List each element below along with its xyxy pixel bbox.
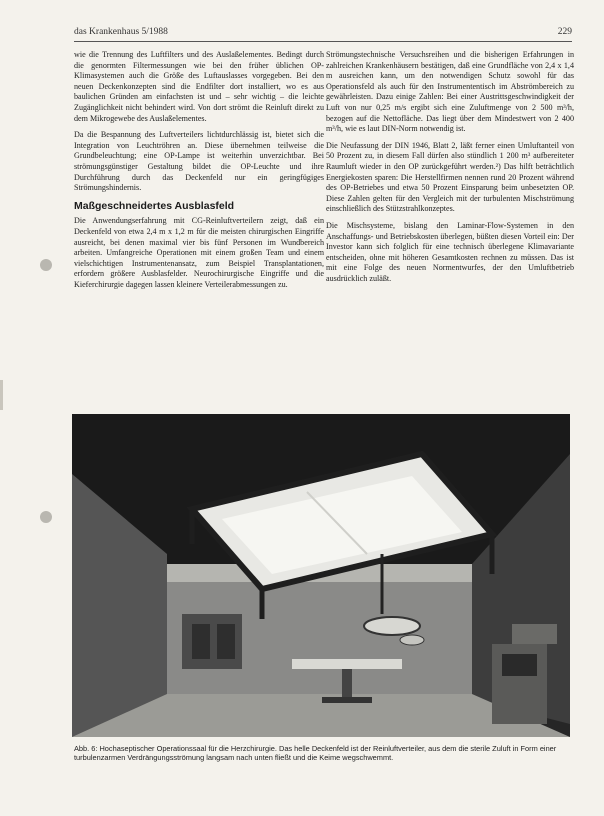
photo-illustration — [72, 414, 570, 737]
paragraph: Da die Bespannung des Luftverteilers lichtdurchlässig ist, bietet sich die Integration von Leuchtröhren an. Diese übernehmen teilweise die Grundbeleuchtung; eine OP-Lampe ist weiterhin unverzichtbar. Bei strömungsgünstiger Gestaltung bildet die OP-Leuchte und ihre Durchführung durch das Deckenfeld nur ein geringfügiges Strömungshindernis. — [74, 130, 324, 193]
paragraph: Strömungstechnische Versuchsreihen und die bisherigen Erfahrungen in zahlreichen Krankenhäusern bestätigen, daß eine Grundfläche von 2,4 x 1,4 m ausreichen kann, um den notwendigen Schutz sowohl für das Operationsfeld als auch für den Instrumententisch im Abströmbereich zu gewährleisten. Dazu einige Zahlen: Bei einer Austrittsgeschwindigkeit der Luft von nur 0,25 m/s ergibt sich eine Zuluftmenge von 2 500 m³/h, bezogen auf die Nettofläche. Das liegt über dem Mindestwert von 2 400 m³/h, wie es laut DIN-Norm notwendig ist. — [326, 50, 574, 134]
binding-edge-mark — [0, 380, 3, 410]
left-column — [74, 50, 324, 296]
paragraph: Die Neufassung der DIN 1946, Blatt 2, läßt ferner einen Umluftanteil von 50 Prozent zu, in diesem Fall dürfen also stündlich 1 200 m³ aufbereiteter Raumluft wieder in den OP zurückgeführt werden.²) Das hilft beträchtlich Energiekosten sparen: Die Herstellfirmen nennen rund 20 Prozent während des OP-Betriebes und etwa 50 Prozent Einsparung beim unbesetzten OP. Diese Zahlen gelten für den Vergleich mit der turbulenten Mischströmung einschließlich des Stützstrahlkonzeptes. — [326, 140, 574, 214]
punch-hole — [40, 259, 52, 271]
paragraph: Die Mischsysteme, bislang den Laminar-Flow-Systemen in den Anschaffungs- und Betriebskosten überlegen, büßten diesen Vorteil ein: Der Investor kann sich folglich für eine technisch überlegene Klimavariante entscheiden, ohne mit höheren Gesamtkosten rechnen zu müssen. Das ist mit eine Folge des neuen Normentwurfes, der den Umluftbetrieb ausdrücklich zuläßt. — [326, 220, 574, 283]
figure-caption: Abb. 6: Hochaseptischer Operationssaal für die Herzchirurgie. Das helle Deckenfeld ist der Reinluftverteiler, aus dem die sterile Zuluft in Form einer turbulenzarmen Verdrängungsströmung langsam nach unten fließt und die Keime wegschwemmt. — [74, 744, 557, 763]
section-heading: Maßgeschneidertes Ausblasfeld — [74, 199, 235, 212]
punch-hole — [40, 511, 52, 523]
page-number: 229 — [557, 27, 572, 37]
paragraph: Die Anwendungserfahrung mit CG-Reinluftverteilern zeigt, daß ein Deckenfeld von etwa 2,4 m x 1,2 m für die meisten chirurgischen Eingriffe ausreicht, bei denen maximal vier bis fünf Personen im Wundbereich arbeiten. Umfangreiche Operationen mit einem großen Team und einem vielschichtigen Instrumentenansatz, zum Beispiel Transplantationen, erfordern größere Ausblasfelder. Neurochirurgische Eingriffe und die Kieferchirurgie dagegen lassen kleinere Verteilerabmessungen zu. — [74, 216, 324, 289]
paragraph: wie die Trennung des Luftfilters und des Auslaßelementes. Bedingt durch die genormten Filtermessungen wie bei den früher üblichen OP-Klimasystemen auch die Größe des Luftauslasses vorgegeben. Bei den neuen Deckenkonzepten sind die Endfilter dort installiert, wo es aus baulichen Gründen am einfachsten ist und – sehr wichtig – die leichte Zugänglichkeit nicht behindert wird. Von dort strömt die Reinluft direkt zu dem Mikrogewebe des Auslaßelementes. — [74, 50, 324, 123]
operating-room-photo — [72, 414, 570, 737]
journal-title: das Krankenhaus 5/1988 — [74, 27, 168, 37]
right-column — [326, 50, 574, 290]
running-header — [74, 27, 572, 42]
